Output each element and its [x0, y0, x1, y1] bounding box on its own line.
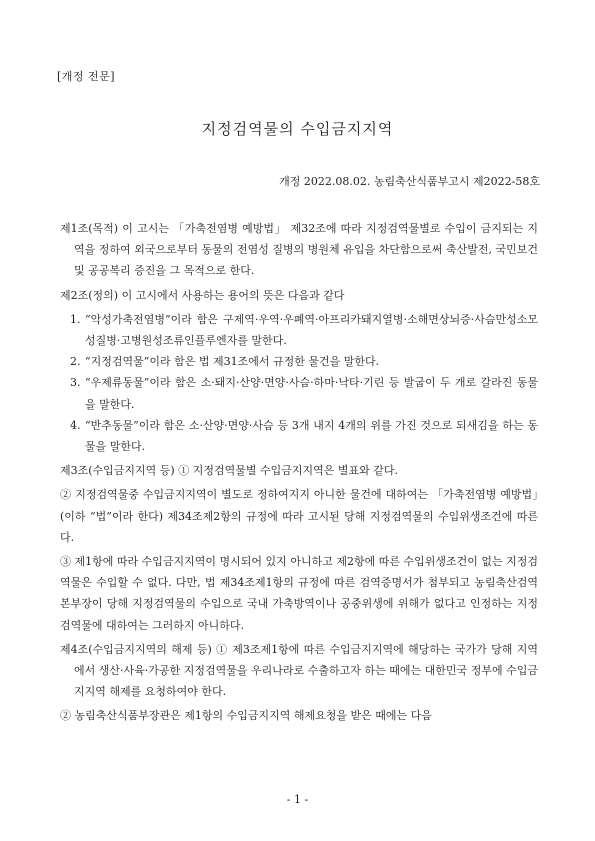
article-2: 제2조(정의) 이 고시에서 사용하는 용어의 뜻은 다음과 같다 — [60, 288, 345, 302]
definition-item — [60, 351, 538, 372]
document-body — [60, 218, 538, 730]
item-text: “악성가축전염병”이라 함은 구제역·우역·우폐역·아프리카돼지열병·소해면상뇌증·사슴만성소모성질병·고병원성조류인플루엔자를 말한다. — [85, 312, 538, 348]
page-title: 지정검역물의 수입금지지역 — [201, 120, 394, 138]
article-1: 제1조(목적) 이 고시는 「가축전염병 예방법」 제32조에 따라 지정검역물별로 수입이 금지되는 지역을 정하여 외국으로부터 동물의 전염성 질병의 병원체 유입을 차단함으로써 축산발전, 국민보건 및 공공복리 증진을 그 목적으로 한다. — [60, 222, 538, 278]
item-text: “지정검역물”이라 함은 법 제31조에서 규정한 물건을 말한다. — [85, 355, 380, 369]
definition-item — [60, 415, 538, 457]
article-4: 제4조(수입금지지역의 해제 등) ① 제3조제1항에 따른 수입금지지역에 해당하는 국가가 당해 지역에서 생산·사육·가공한 지정검역물을 우리나라로 수출하고자 하는 때에는 대한민국 정부에 수입금지지역 해제를 요청하여야 한다. — [60, 642, 538, 699]
definition-item — [60, 372, 538, 414]
revision-tag: [개정 전문] — [57, 70, 116, 83]
article-3: 제3조(수입금지지역 등) ① 지정검역물별 수입금지지역은 별표와 같다. — [60, 464, 398, 478]
item-text: “우제류동물”이라 함은 소·돼지·산양·면양·사슴·하마·낙타·기린 등 발굽이 두 개로 갈라진 동물을 말한다. — [85, 376, 538, 411]
item-number: 1. — [70, 312, 81, 326]
page-number: - 1 - — [286, 793, 309, 806]
item-number: 3. — [70, 376, 81, 390]
article-3-paragraph-3: ③ 제1항에 따라 수입금지지역이 명시되어 있지 아니하고 제2항에 따른 수입위생조건이 없는 지정검역물은 수입할 수 없다. 다만, 법 제34조제1항의 규정에 따른 검역증명서가 첨부되고 농림축산검역본부장이 당해 지정검역물의 수입으로 국내 가축방역이나 공중위생에 위해가 없다고 인정하는 지정검역물에 대하여는 그러하지 아니하다. — [60, 555, 538, 632]
item-number: 2. — [70, 355, 81, 369]
article-3-paragraph-2: ② 지정검역물중 수입금지지역이 별도로 정하여지지 아니한 물건에 대하여는 「가축전염병 예방법」(이하 “법”이라 한다) 제34조제2항의 규정에 따라 고시된 당해 지정검역물의 수입위생조건에 따른다. — [60, 488, 538, 544]
notice-line: 개정 2022.08.02. 농림축산식품부고시 제2022-58호 — [279, 175, 540, 188]
item-text: “반추동물”이라 함은 소·산양·면양·사슴 등 3개 내지 4개의 위를 가진 것으로 되새김을 하는 동물을 말한다. — [85, 418, 538, 454]
item-number: 4. — [70, 418, 81, 432]
definition-item — [60, 309, 538, 351]
article-4-paragraph-2: ② 농림축산식품부장관은 제1항의 수입금지지역 해제요청을 받은 때에는 다음 — [60, 709, 432, 723]
